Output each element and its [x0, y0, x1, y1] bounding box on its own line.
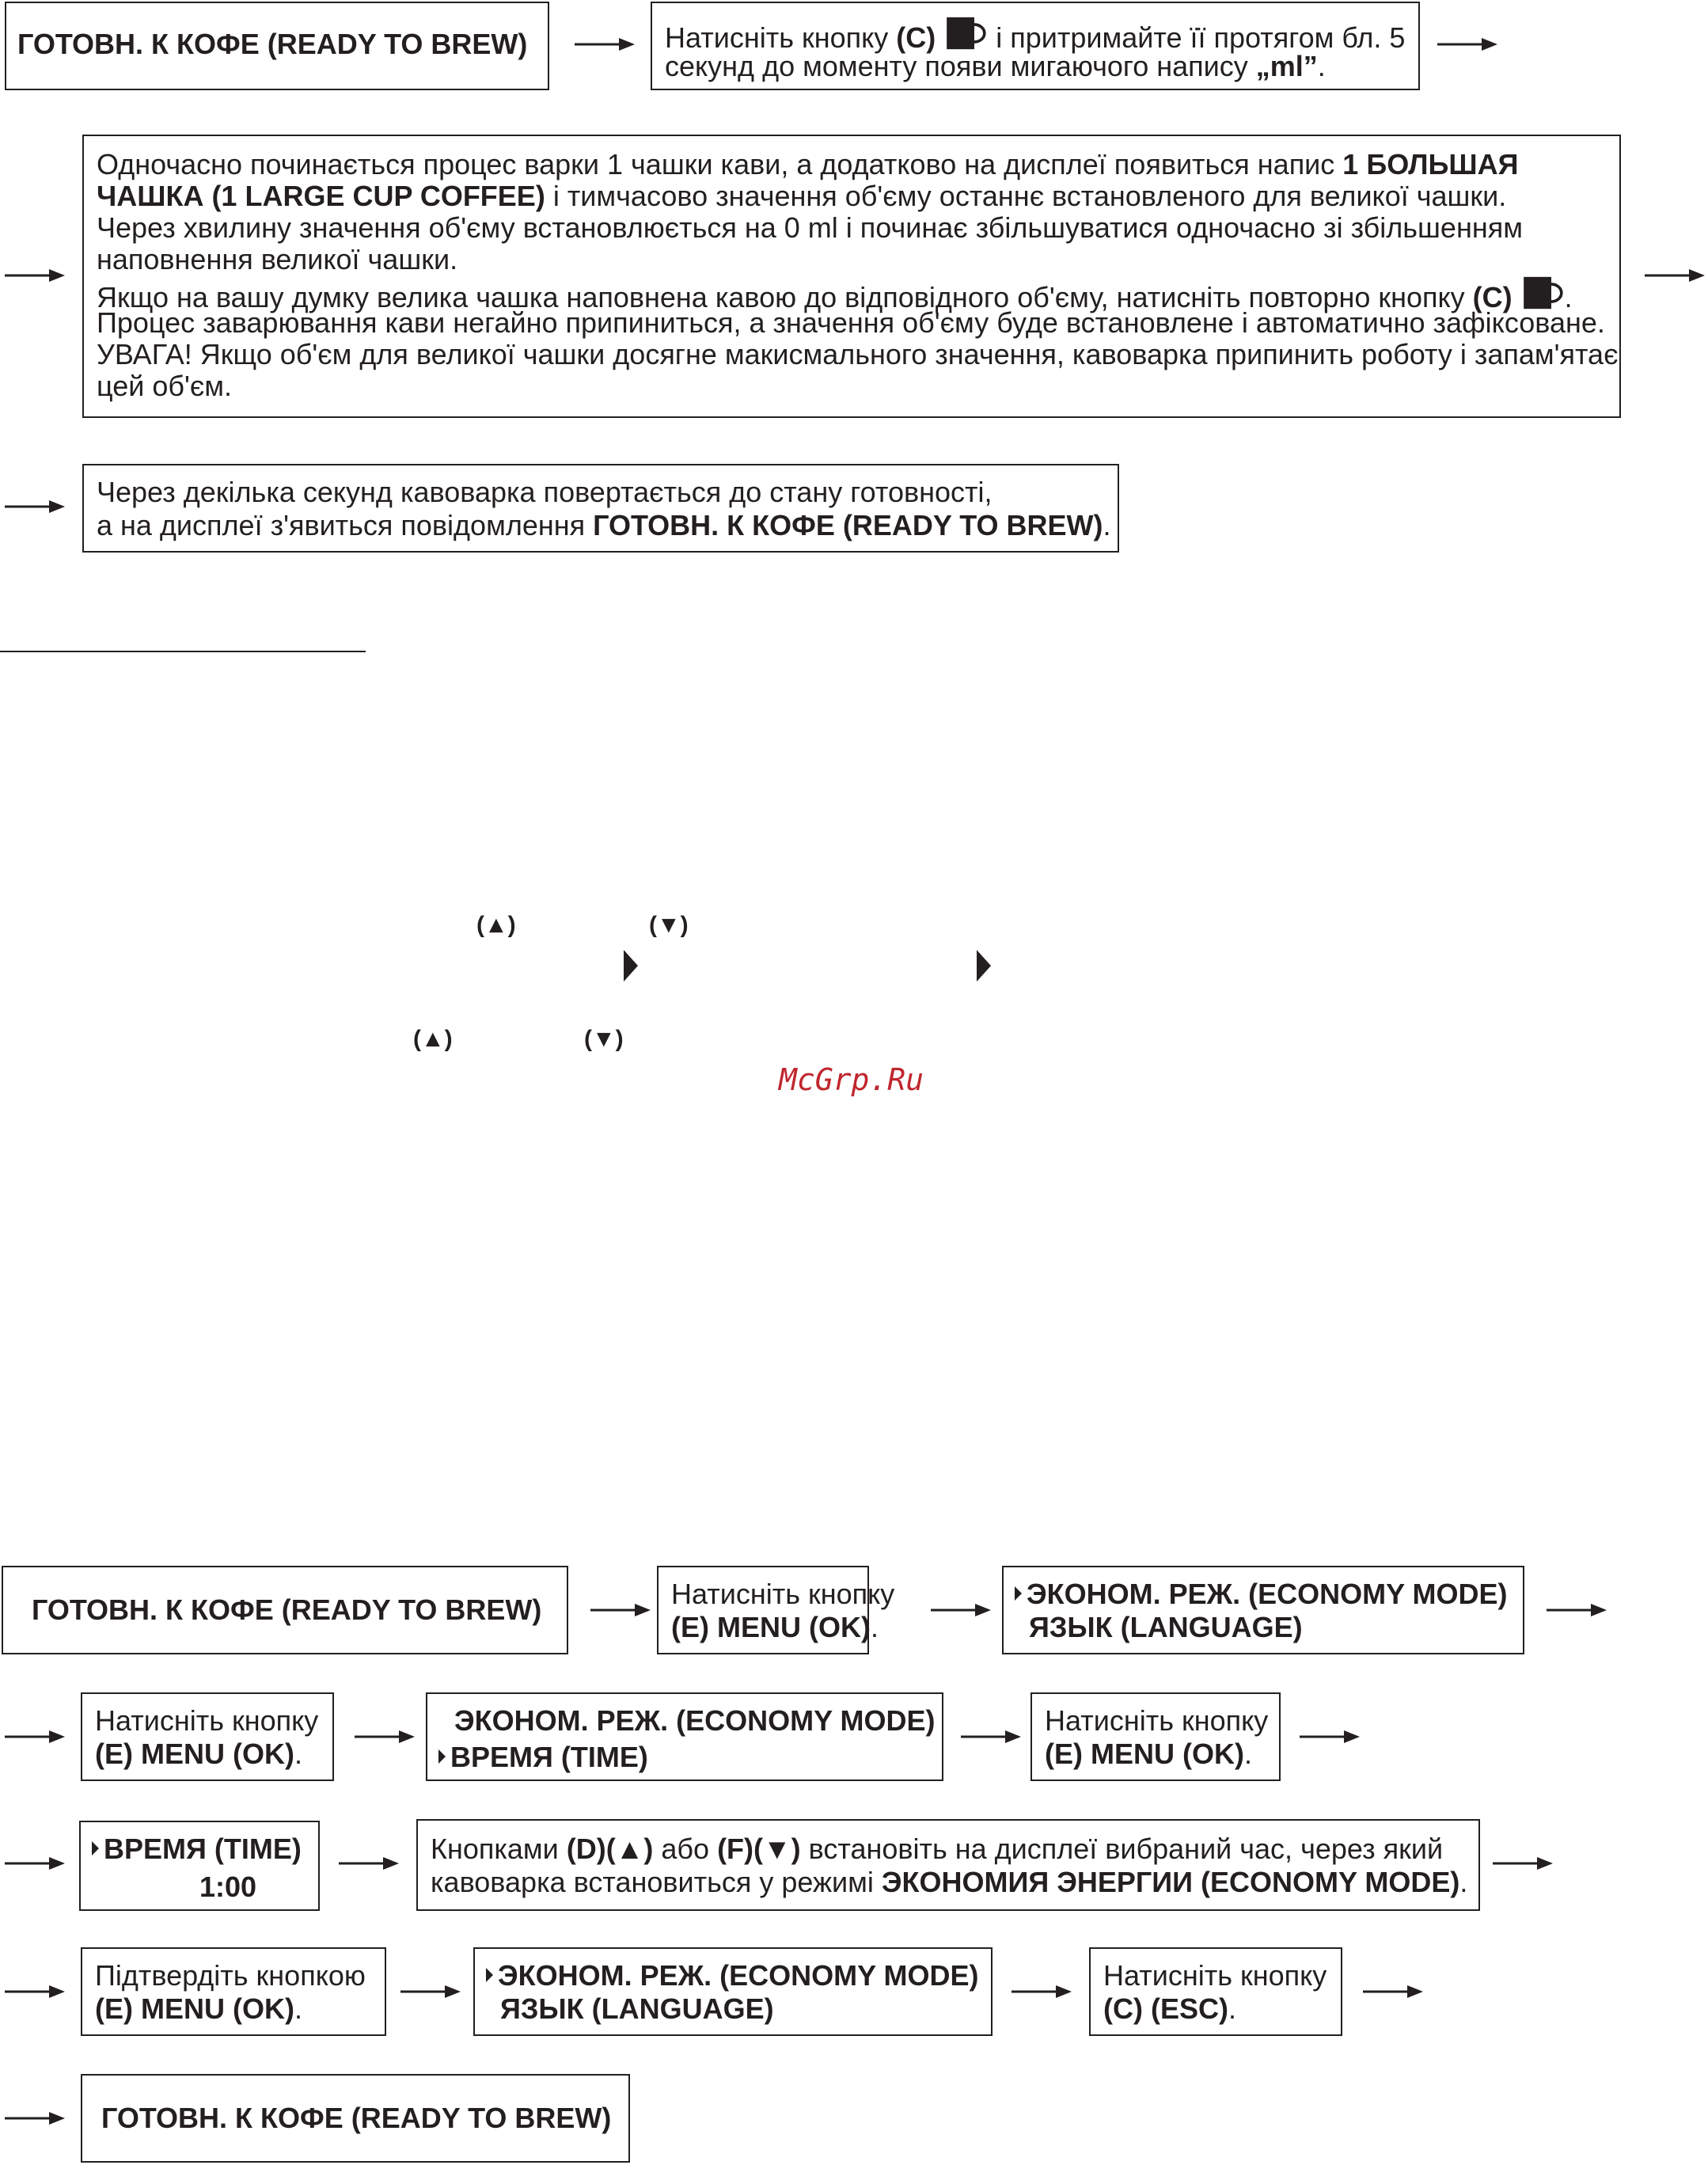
arrow-right-icon — [1547, 1602, 1607, 1618]
arrow-right-icon — [1645, 268, 1705, 283]
process-line8: цей об'єм. — [97, 370, 232, 402]
display-line2: ЯЗЫК (LANGUAGE) — [500, 1992, 774, 2025]
arrow-right-icon — [1300, 1729, 1360, 1745]
selector-arrow-icon — [92, 1841, 99, 1855]
process-line6: Процес заварювання кави негайно припиниться, а значення об'єму буде встановлене і автоматично зафіксоване. — [97, 306, 1605, 339]
process-line7: УВАГА! Якщо об'єм для великої чашки досягне макисмального значення, кавоварка припинить роботу і запам'ятає — [97, 338, 1619, 370]
cup-icon — [1520, 275, 1565, 310]
process-line1: Одночасно починається процес варки 1 чашки кави, а додатково на дисплеї появиться напис 1 БОЛЬШАЯ — [97, 148, 1519, 180]
ready-label-final: ГОТОВН. К КОФЕ (READY TO BREW) — [101, 2102, 612, 2134]
display-line1: ЭКОНОМ. РЕЖ. (ECONOMY MODE) — [486, 1960, 978, 1992]
down-key-label: (▼) — [649, 912, 689, 938]
display-menu-box-3 — [473, 1947, 993, 2036]
confirm-line2: (E) MENU (OK). — [95, 1992, 302, 2025]
press-menu-line1: Натисніть кнопку — [1045, 1704, 1269, 1737]
selector-arrow-icon — [438, 1749, 446, 1764]
time-label: ВРЕМЯ (TIME) — [92, 1833, 302, 1865]
arrow-right-icon — [1493, 1855, 1553, 1871]
display-line1: ЭКОНОМ. РЕЖ. (ECONOMY MODE) — [1015, 1578, 1507, 1610]
press-hold-line1: Натисніть кнопку (C) і притримайте її протягом бл. 5 — [665, 16, 1405, 54]
display-line1: ЭКОНОМ. РЕЖ. (ECONOMY MODE) — [454, 1704, 936, 1737]
set-time-line2: кавоварка встановиться у режимі ЭКОНОМИЯ ЭНЕРГИИ (ECONOMY MODE). — [431, 1866, 1468, 1898]
display-menu-box-1 — [1002, 1566, 1524, 1654]
time-value: 1:00 — [199, 1871, 257, 1903]
set-time-box — [416, 1819, 1480, 1911]
arrow-right-icon — [590, 1602, 651, 1618]
arrow-right-icon — [5, 1855, 65, 1871]
ready-box-final — [81, 2074, 630, 2163]
section-divider — [0, 651, 366, 652]
ready-box-top — [5, 2, 549, 90]
press-hold-line2: секунд до моменту появи мигаючого напису „ml”. — [665, 50, 1326, 82]
press-menu-line2: (E) MENU (OK). — [95, 1738, 302, 1770]
press-menu-box-1 — [657, 1566, 895, 1654]
watermark: McGrp.Ru — [779, 1062, 924, 1097]
arrow-right-icon — [1437, 36, 1497, 52]
press-menu-line2: (E) MENU (OK). — [1045, 1738, 1252, 1770]
arrow-right-icon — [5, 1984, 65, 2000]
arrow-right-icon — [5, 2110, 65, 2126]
arrow-right-icon — [355, 1729, 415, 1745]
arrow-right-icon — [5, 1729, 65, 1745]
press-menu-box-3 — [1030, 1692, 1281, 1781]
press-menu-line1: Натисніть кнопку — [671, 1578, 895, 1610]
press-hold-box — [651, 2, 1420, 90]
arrow-right-icon — [5, 499, 65, 515]
up-key-label: (▲) — [413, 1026, 453, 1052]
press-menu-box-2 — [81, 1692, 334, 1781]
arrow-right-icon — [575, 36, 635, 52]
display-line2: ВРЕМЯ (TIME) — [438, 1741, 648, 1773]
set-time-line1: Кнопками (D)(▲) або (F)(▼) встановіть на дисплеї вибраний час, через який — [431, 1833, 1444, 1865]
arrow-right-icon — [400, 1984, 461, 2000]
down-key-label: (▼) — [584, 1026, 624, 1052]
press-esc-box — [1089, 1947, 1342, 2036]
ready-box-bottom — [2, 1566, 568, 1654]
display-menu-box-2 — [426, 1692, 943, 1781]
selector-arrow-icon — [624, 950, 638, 982]
arrow-right-icon — [931, 1602, 991, 1618]
confirm-box — [81, 1947, 386, 2036]
process-line4: наповнення великої чашки. — [97, 243, 458, 275]
press-menu-line2: (E) MENU (OK). — [671, 1611, 879, 1643]
arrow-right-icon — [339, 1855, 399, 1871]
return-line1: Через декілька секунд кавоварка повертається до стану готовності, — [97, 476, 993, 508]
process-line2: ЧАШКА (1 LARGE CUP COFFEE) і тимчасово значення об'єму останнє встановленого для великої чашки. — [97, 180, 1507, 212]
return-line2: а на дисплеї з'явиться повідомлення ГОТОВН. К КОФЕ (READY TO BREW). — [97, 509, 1111, 541]
confirm-line1: Підтвердіть кнопкою — [95, 1959, 366, 1992]
return-box — [82, 464, 1119, 553]
display-line2: ЯЗЫК (LANGUAGE) — [1029, 1611, 1303, 1643]
press-esc-line2: (C) (ESC). — [1103, 1992, 1236, 2025]
selector-arrow-icon — [977, 950, 991, 982]
cup-icon — [943, 16, 988, 51]
arrow-right-icon — [1012, 1984, 1072, 2000]
time-display-box — [79, 1821, 320, 1911]
ready-label-top: ГОТОВН. К КОФЕ (READY TO BREW) — [17, 28, 528, 60]
press-esc-line1: Натисніть кнопку — [1103, 1959, 1327, 1992]
arrow-right-icon — [961, 1729, 1021, 1745]
process-line3: Через хвилину значення об'єму встановлюється на 0 ml і починає збільшуватися одночасно зі збільшенням — [97, 211, 1523, 244]
process-box — [82, 135, 1621, 418]
arrow-right-icon — [1363, 1984, 1423, 2000]
up-key-label: (▲) — [476, 912, 516, 938]
ready-label-bottom: ГОТОВН. К КОФЕ (READY TO BREW) — [32, 1593, 542, 1626]
press-menu-line1: Натисніть кнопку — [95, 1704, 319, 1737]
arrow-right-icon — [5, 268, 65, 283]
selector-arrow-icon — [1015, 1586, 1022, 1601]
selector-arrow-icon — [486, 1968, 493, 1982]
process-line5: Якщо на вашу думку велика чашка наповнена кавою до відповідного об'єму, натисніть повторно кнопку (C) . — [97, 275, 1573, 313]
